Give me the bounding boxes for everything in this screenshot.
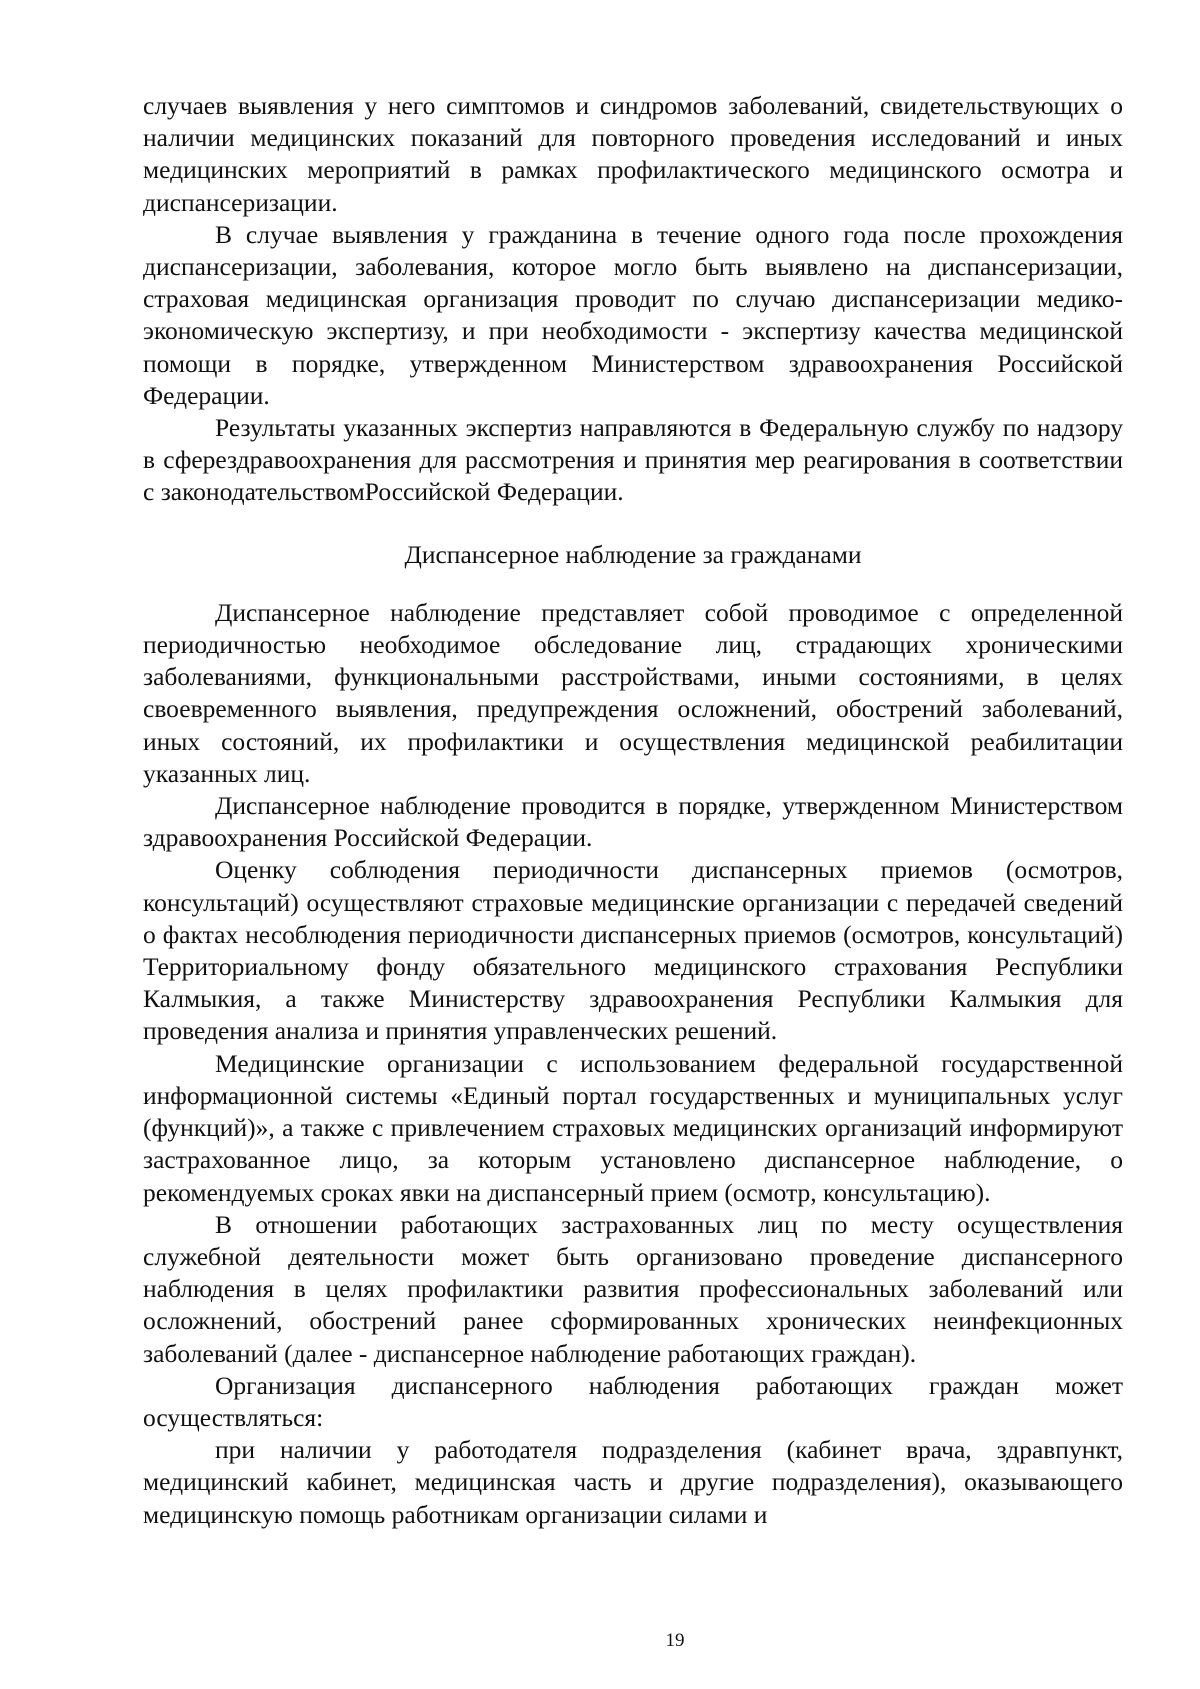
document-body (143, 90, 1123, 1531)
paragraph-6: Оценку соблюдения периодичности диспансерных приемов (осмотров, консультаций) осуществляют страховые медицинские организации с передачей сведений о фактах несоблюдения периодичности диспансерных приемов (осмотров, консультаций) Территориальному фонду обязательного медицинского страхования Республики Калмыкия, а также Министерству здравоохранения Республики Калмыкия для проведения анализа и принятия управленческих решений. (143, 855, 1123, 1046)
paragraph-5: Диспансерное наблюдение проводится в порядке, утвержденном Министерством здравоохранения Российской Федерации. (143, 791, 1123, 853)
paragraph-3: Результаты указанных экспертиз направляются в Федеральную службу по надзору в сферездравоохранения для рассмотрения и принятия мер реагирования в соответствии с законодательствомРоссийской Федерации. (143, 413, 1123, 507)
section-heading: Диспансерное наблюдение за гражданами (404, 539, 862, 569)
paragraph-2: В случае выявления у гражданина в течение одного года после прохождения диспансеризации, заболевания, которое могло быть выявлено на диспансеризации, страховая медицинская организация проводит по случаю диспансеризации медико-экономическую экспертизу, и при необходимости - экспертизу качества медицинской помощи в порядке, утвержденном Министерством здравоохранения Российской Федерации. (143, 219, 1123, 410)
paragraph-8: В отношении работающих застрахованных лиц по месту осуществления служебной деятельности может быть организовано проведение диспансерного наблюдения в целях профилактики развития профессиональных заболеваний или осложнений, обострений ранее сформированных хронических неинфекционных заболеваний (далее - диспансерное наблюдение работающих граждан). (143, 1209, 1123, 1368)
paragraph-1: случаев выявления у него симптомов и синдромов заболеваний, свидетельствующих о наличии медицинских показаний для повторного проведения исследований и иных медицинских мероприятий в рамках профилактического медицинского осмотра и диспансеризации. (143, 91, 1123, 217)
page-number: 19 (665, 1630, 685, 1651)
paragraph-9: Организация диспансерного наблюдения работающих граждан может осуществляться: (143, 1370, 1123, 1432)
paragraph-7: Медицинские организации с использованием федеральной государственной информационной системы «Единый портал государственных и муниципальных услуг (функций)», а также с привлечением страховых медицинских организаций информируют застрахованное лицо, за которым установлено диспансерное наблюдение, о рекомендуемых сроках явки на диспансерный прием (осмотр, консультацию). (143, 1048, 1123, 1207)
paragraph-10: при наличии у работодателя подразделения (кабинет врача, здравпункт, медицинский кабинет, медицинская часть и другие подразделения), оказывающего медицинскую помощь работникам организации силами и (143, 1435, 1123, 1529)
paragraph-4: Диспансерное наблюдение представляет собой проводимое с определенной периодичностью необходимое обследование лиц, страдающих хроническими заболеваниями, функциональными расстройствами, иными состояниями, в целях своевременного выявления, предупреждения осложнений, обострений заболеваний, иных состояний, их профилактики и осуществления медицинской реабилитации указанных лиц. (143, 597, 1123, 788)
